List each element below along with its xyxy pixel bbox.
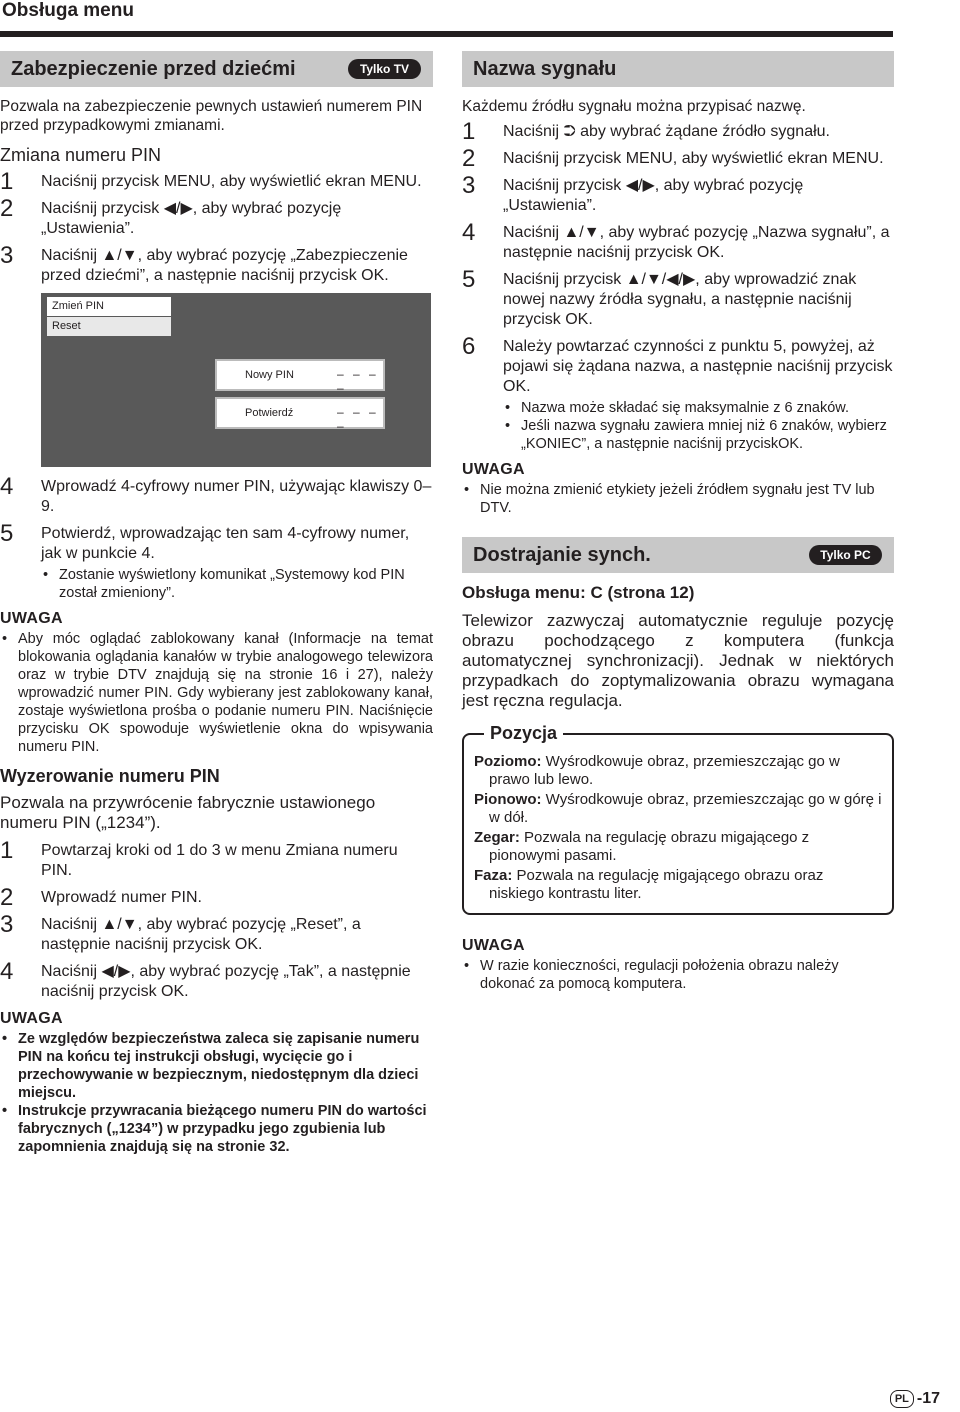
step-item [0,958,433,1002]
subheading-change-pin: Zmiana numeru PIN [0,145,162,165]
step-text: Wprowadź 4-cyfrowy numer PIN, używając klawiszy 0–9. [41,478,432,515]
section-header-child-lock [0,51,433,87]
step-number: 2 [0,884,14,911]
step-number: 3 [462,172,476,199]
page-number: -17 [916,1390,940,1407]
note-heading: UWAGA [0,1010,63,1027]
confirm-pin-label: Potwierdź [245,407,294,419]
subheading-menu-ref: Obsługa menu: C (strona 12) [462,583,695,602]
step-number: 2 [0,195,14,222]
section-intro: Pozwala na przywrócenie fabrycznie ustawionego numeru PIN („1234”). [0,793,376,832]
top-rule [0,31,893,37]
step-item [462,118,894,145]
definition-desc: Wyśrodkowuje obraz, przemieszczając go w górę i w dół. [489,791,882,826]
definition-desc: Wyśrodkowuje obraz, przemieszczając go w prawo lub lewo. [489,753,840,788]
section-title: Zabezpieczenie przed dziećmi [11,58,296,80]
step-item [0,473,433,517]
section-title: Dostrajanie synch. [473,544,651,566]
confirm-pin-field [215,397,385,433]
step-item [0,911,433,955]
step-item [462,172,894,216]
step-item [462,219,894,263]
step-text: Naciśnij ▲/▼, aby wybrać pozycję „Zabezpieczenie przed dziećmi”, a następnie naciśnij przycisk OK. [41,247,408,284]
step-item [462,333,894,397]
position-box [462,723,894,915]
definition-item [474,791,882,827]
step-text: Powtarzaj kroki od 1 do 3 w menu Zmiana numeru PIN. [41,842,398,879]
step-number: 4 [0,473,14,500]
step-number: 2 [462,145,476,172]
step-text: Naciśnij ⮊ aby wybrać żądane źródło sygnału. [503,123,830,140]
step-item [0,837,433,881]
left-column [0,51,433,1156]
pin-dashes: – – – – [337,367,379,395]
pin-dashes: – – – – [337,405,379,433]
note-heading: UWAGA [462,937,525,954]
definition-term: Zegar: [474,829,520,846]
page-title: Obsługa menu [2,0,134,21]
section-intro: Telewizor zazwyczaj automatycznie reguluje pozycję obrazu pochodzącego z komputera (funkcja automatycznej synchronizacji). Jednak w niektórych przypadkach do zoptymalizowania obrazu wymagana jest ręczna regulacja. [462,611,894,710]
step-item [0,242,433,286]
definition-term: Pionowo: [474,791,542,808]
step-number: 1 [0,837,14,864]
step-text: Naciśnij przycisk ◀/▶, aby wybrać pozycję „Ustawienia”. [41,200,342,237]
step-text: Naciśnij przycisk ▲/▼/◀/▶, aby wprowadzić znak nowej nazwy źródła sygnału, a następnie naciśnij przycisk OK. [503,271,857,328]
page-footer [890,1390,940,1408]
new-pin-field [215,359,385,395]
step-number: 3 [0,242,14,269]
step-bullet: • Nazwa może składać się maksymalnie z 6 znaków. [503,399,894,417]
section-intro: Pozwala na zabezpieczenie pewnych ustawień numerem PIN przed przypadkowymi zmianami. [0,98,423,134]
step-item [0,195,433,239]
note-bullet: • Instrukcje przywracania bieżącego numeru PIN do wartości fabrycznych („1234”) w przypadku jego zgubienia lub zapomnienia znajdują się na stronie 32. [0,1102,433,1156]
note-bullet: • W razie konieczności, regulacji położenia obrazu należy dokonać za pomocą komputera. [462,957,894,993]
step-number: 3 [0,911,14,938]
new-pin-label: Nowy PIN [245,369,294,381]
note-bullet: • Nie można zmienić etykiety jeżeli źródłem sygnału jest TV lub DTV. [462,481,894,517]
note-heading: UWAGA [462,461,525,478]
step-text: Naciśnij przycisk MENU, aby wyświetlić ekran MENU. [503,150,884,167]
right-column [462,51,894,993]
note-heading: UWAGA [0,610,63,627]
definition-item [474,753,882,789]
step-text: Wprowadź numer PIN. [41,889,202,906]
definition-desc: Pozwala na regulację obrazu migającego z pionowymi pasami. [489,829,810,864]
language-badge: PL [890,1390,914,1408]
step-item [462,266,894,330]
definition-term: Poziomo: [474,753,542,770]
step-text: Potwierdź, wprowadzając ten sam 4-cyfrowy numer, jak w punkcie 4. [41,525,410,562]
pc-only-badge: Tylko PC [809,545,882,565]
step-bullet: • Jeśli nazwa sygnału zawiera mniej niż 6 znaków, wybierz „KONIEC”, a następnie naciśnij przyciskOK. [503,417,894,453]
definition-item [474,867,882,903]
step-number: 5 [0,520,14,547]
step-item [462,145,894,172]
step-text: Naciśnij ◀/▶, aby wybrać pozycję „Tak”, a następnie naciśnij przycisk OK. [41,963,411,1000]
step-text: Naciśnij ▲/▼, aby wybrać pozycję „Reset”, a następnie naciśnij przycisk OK. [41,916,361,953]
section-title: Nazwa sygnału [473,58,617,80]
subheading-reset-pin: Wyzerowanie numeru PIN [0,766,220,786]
tv-only-badge: Tylko TV [348,59,421,79]
warning-notes [0,1030,433,1156]
step-item [0,884,433,911]
note-bullet: • Ze względów bezpieczeństwa zaleca się zapisanie numeru PIN na końcu tej instrukcji obsługi, wycięcie go i przechowywanie w bezpiecznym, niedostępnym dla dzieci miejscu. [0,1030,433,1102]
menu-item-reset: Reset [47,317,171,336]
step-bullet: • Zostanie wyświetlony komunikat „Systemowy kod PIN został zmieniony”. [41,566,433,602]
definition-term: Faza: [474,867,513,884]
section-intro: Każdemu źródłu sygnału można przypisać nazwę. [462,98,806,115]
pin-screen-illustration [41,293,431,467]
definition-item [474,829,882,865]
step-number: 5 [462,266,476,293]
step-text: Naciśnij przycisk ◀/▶, aby wybrać pozycję „Ustawienia”. [503,177,804,214]
step-text: Naciśnij przycisk MENU, aby wyświetlić ekran MENU. [41,173,422,190]
section-header-signal-name [462,51,894,87]
step-number: 4 [462,219,476,246]
step-number: 1 [462,118,476,145]
step-text: Naciśnij ▲/▼, aby wybrać pozycję „Nazwa sygnału”, a następnie naciśnij przycisk OK. [503,224,890,261]
menu-item-change-pin: Zmień PIN [47,297,171,316]
step-number: 6 [462,333,476,360]
step-number: 4 [0,958,14,985]
step-number: 1 [0,168,14,195]
note-bullet: • Aby móc oglądać zablokowany kanał (Informacje na temat blokowania oglądania kanałów w trybie analogowego telewizora oraz w trybie DTV znajdują się na stronie 16 i 27), należy wprowadzić numer PIN. Gdy wybierany jest zablokowany kanał, zostaje wyświetlona prośba o podanie numeru PIN. Naciśnięcie przycisku OK spowoduje wyświetlenie okna do wpisywania numeru PIN. [0,630,433,756]
position-box-title: Pozycja [484,723,563,744]
step-text: Należy powtarzać czynności z punktu 5, powyżej, aż pojawi się żądana nazwa, a następnie naciśnij przycisk OK. [503,338,893,395]
step-item [0,520,433,564]
section-header-sync-tuning [462,537,894,573]
step-item [0,168,433,195]
definition-desc: Pozwala na regulację migającego obrazu oraz niskiego kontrastu liter. [489,867,824,902]
